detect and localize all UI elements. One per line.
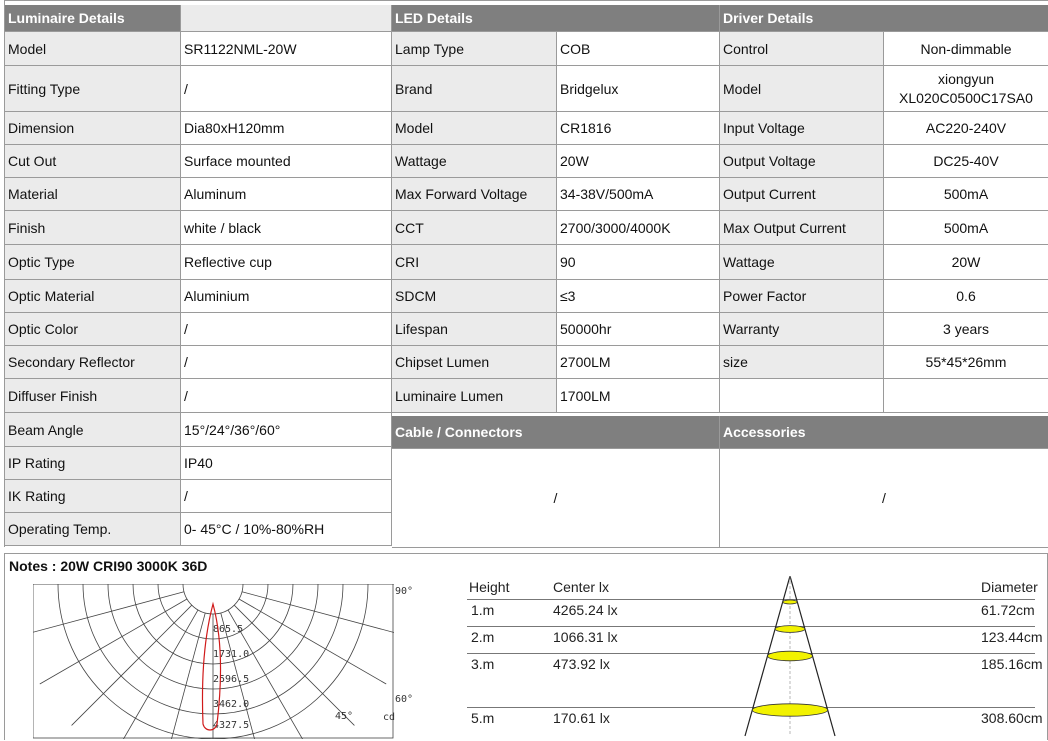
polar-spoke xyxy=(234,605,354,725)
led-label: Brand xyxy=(392,66,557,112)
led-label: Model xyxy=(392,112,557,145)
polar-ring-label: 3462.0 xyxy=(213,699,250,710)
luminaire-header: Luminaire Details xyxy=(5,5,181,32)
polar-angle-60: 60° xyxy=(395,694,414,705)
polar-spoke xyxy=(40,599,187,684)
led-value: 90 xyxy=(557,245,720,280)
cable-value: / xyxy=(392,449,720,548)
polar-spoke xyxy=(161,613,205,739)
driver-label: Input Voltage xyxy=(720,112,884,145)
accessories-value: / xyxy=(720,449,1048,548)
led-value: 1700LM xyxy=(557,379,720,413)
luminaire-value: IP40 xyxy=(181,447,392,480)
polar-ring-label: 4327.5 xyxy=(213,720,250,731)
driver-value: 55*45*26mm xyxy=(884,346,1048,379)
led-value: 2700/3000/4000K xyxy=(557,211,720,245)
led-value: 2700LM xyxy=(557,346,720,379)
driver-value: 500mA xyxy=(884,211,1048,245)
photometric-height: 1.m xyxy=(471,602,495,618)
led-label: Chipset Lumen xyxy=(392,346,557,379)
polar-spoke xyxy=(25,592,184,636)
luminaire-value: Surface mounted xyxy=(181,145,392,178)
led-label: CCT xyxy=(392,211,557,245)
luminaire-value: Aluminium xyxy=(181,280,392,313)
polar-angle-90: 90° xyxy=(395,586,414,597)
led-label: Lifespan xyxy=(392,313,557,346)
photometric-height: 2.m xyxy=(471,629,495,645)
luminaire-value: SR1122NML-20W xyxy=(181,32,392,66)
led-value: CR1816 xyxy=(557,112,720,145)
led-label: Wattage xyxy=(392,145,557,178)
center-header: Center lx xyxy=(553,579,610,595)
led-label: Luminaire Lumen xyxy=(392,379,557,413)
led-value: ≤3 xyxy=(557,280,720,313)
polar-ring-label: 2596.5 xyxy=(213,674,250,685)
luminaire-label: Secondary Reflector xyxy=(5,346,181,379)
photometric-center: 4265.24 lx xyxy=(553,602,618,618)
led-value: 20W xyxy=(557,145,720,178)
beam-ellipse xyxy=(783,600,798,604)
photometric-height: 5.m xyxy=(471,710,495,726)
luminaire-value: Dia80xH120mm xyxy=(181,112,392,145)
polar-ring-label: 865.5 xyxy=(213,624,244,635)
driver-model-line2: XL020C0500C17SA0 xyxy=(899,89,1033,106)
luminaire-value: / xyxy=(181,66,392,112)
photometric-center: 473.92 lx xyxy=(553,656,610,672)
luminaire-value: / xyxy=(181,480,392,513)
luminaire-value: 0- 45°C / 10%-80%RH xyxy=(181,513,392,546)
polar-ring xyxy=(183,574,243,614)
polar-curve xyxy=(202,604,220,730)
driver-label: Max Output Current xyxy=(720,211,884,245)
luminaire-label: Optic Type xyxy=(5,245,181,280)
luminaire-label: Dimension xyxy=(5,112,181,145)
driver-model-line1: xiongyun xyxy=(937,70,995,87)
led-label: Max Forward Voltage xyxy=(392,178,557,211)
cable-header: Cable / Connectors xyxy=(392,416,720,449)
luminaire-label: Fitting Type xyxy=(5,66,181,112)
luminaire-label: IK Rating xyxy=(5,480,181,513)
polar-spoke xyxy=(239,599,386,684)
accessories-header: Accessories xyxy=(720,416,1048,449)
led-value: 34-38V/500mA xyxy=(557,178,720,211)
beam-ellipse xyxy=(768,651,813,661)
photometric-diameter: 185.16cm xyxy=(981,656,1043,672)
polar-unit: cd xyxy=(383,712,396,723)
led-label: SDCM xyxy=(392,280,557,313)
driver-value: 3 years xyxy=(884,313,1048,346)
beam-ellipse xyxy=(752,704,827,716)
driver-blank-value xyxy=(884,379,1048,413)
luminaire-label: IP Rating xyxy=(5,447,181,480)
luminaire-label: Optic Material xyxy=(5,280,181,313)
driver-value: 20W xyxy=(884,245,1048,280)
driver-value xyxy=(884,66,1048,112)
led-value: COB xyxy=(557,32,720,66)
photometric-diameter: 61.72cm xyxy=(981,602,1035,618)
photometric-table xyxy=(445,576,1045,741)
driver-value: Non-dimmable xyxy=(884,32,1048,66)
notes-text: Notes : 20W CRI90 3000K 36D xyxy=(9,558,208,574)
photometric-diameter: 308.60cm xyxy=(981,710,1043,726)
led-value: 50000hr xyxy=(557,313,720,346)
photometric-center: 170.61 lx xyxy=(553,710,610,726)
driver-label: Warranty xyxy=(720,313,884,346)
luminaire-value: / xyxy=(181,379,392,413)
driver-value: 0.6 xyxy=(884,280,1048,313)
polar-diagram xyxy=(25,574,425,739)
polar-spoke xyxy=(72,605,192,725)
led-value: Bridgelux xyxy=(557,66,720,112)
led-header: LED Details xyxy=(392,5,720,32)
polar-spoke xyxy=(242,592,406,636)
luminaire-label: Operating Temp. xyxy=(5,513,181,546)
luminaire-value: Reflective cup xyxy=(181,245,392,280)
luminaire-value: / xyxy=(181,313,392,346)
luminaire-label: Material xyxy=(5,178,181,211)
led-label: CRI xyxy=(392,245,557,280)
driver-label: Power Factor xyxy=(720,280,884,313)
luminaire-label: Finish xyxy=(5,211,181,245)
led-label: Lamp Type xyxy=(392,32,557,66)
driver-label: Output Voltage xyxy=(720,145,884,178)
driver-value: 500mA xyxy=(884,178,1048,211)
luminaire-label: Optic Color xyxy=(5,313,181,346)
photometric-center: 1066.31 lx xyxy=(553,629,618,645)
spec-table xyxy=(4,0,1048,547)
luminaire-label: Diffuser Finish xyxy=(5,379,181,413)
luminaire-label: Model xyxy=(5,32,181,66)
luminaire-label: Beam Angle xyxy=(5,413,181,447)
driver-header: Driver Details xyxy=(720,5,1048,32)
height-header: Height xyxy=(469,579,510,595)
luminaire-value: white / black xyxy=(181,211,392,245)
driver-label: Wattage xyxy=(720,245,884,280)
photometric-height: 3.m xyxy=(471,656,495,672)
driver-label: Output Current xyxy=(720,178,884,211)
driver-label: size xyxy=(720,346,884,379)
luminaire-value: / xyxy=(181,346,392,379)
polar-ring-label: 1731.0 xyxy=(213,649,250,660)
driver-label: Model xyxy=(720,66,884,112)
luminaire-label: Cut Out xyxy=(5,145,181,178)
polar-spoke xyxy=(113,610,198,739)
driver-value: AC220-240V xyxy=(884,112,1048,145)
diameter-header: Diameter xyxy=(981,579,1038,595)
beam-cone-diagram xyxy=(730,576,850,741)
polar-angle-45: 45° xyxy=(335,711,354,722)
luminaire-value: Aluminum xyxy=(181,178,392,211)
driver-label: Control xyxy=(720,32,884,66)
beam-ellipse xyxy=(775,626,805,633)
diagram-area xyxy=(4,553,1048,740)
photometric-diameter: 123.44cm xyxy=(981,629,1043,645)
driver-blank-label xyxy=(720,379,884,413)
driver-value: DC25-40V xyxy=(884,145,1048,178)
luminaire-value: 15°/24°/36°/60° xyxy=(181,413,392,447)
luminaire-header-blank xyxy=(181,5,392,32)
